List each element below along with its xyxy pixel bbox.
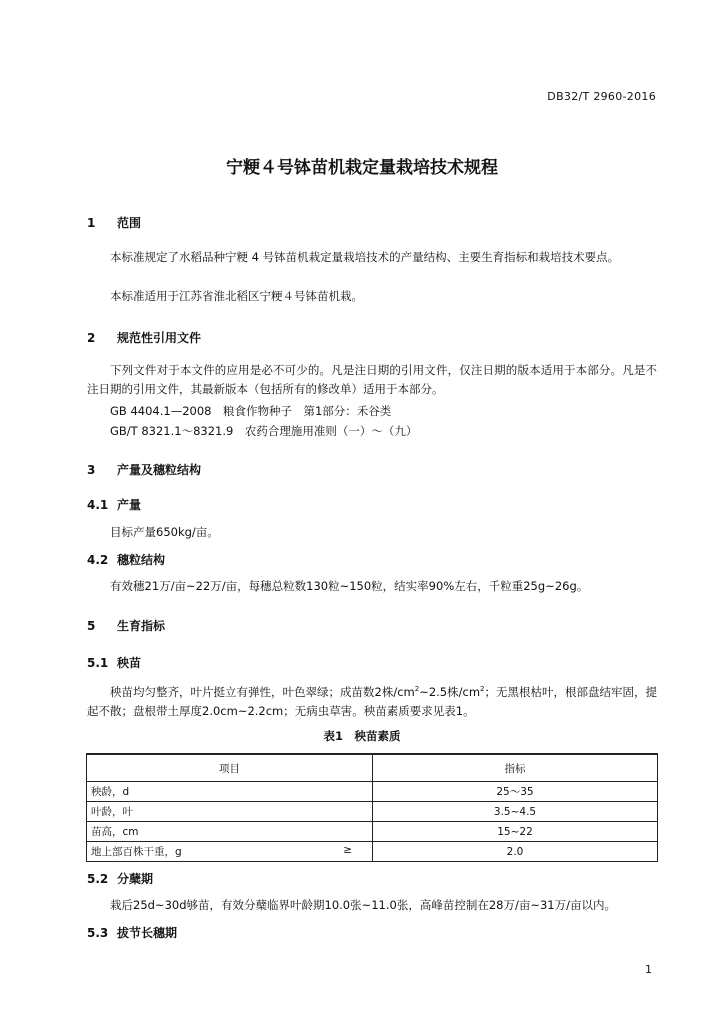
item-label: 地上部百株干重，g [91, 846, 182, 858]
section-1-paragraph-2: 本标准适用于江苏省淮北稻区宁粳４号钵苗机栽。 [110, 289, 363, 303]
document-title: 宁粳４号钵苗机栽定量栽培技术规程 [226, 158, 498, 178]
superscript: 2 [480, 685, 485, 693]
table-row [87, 782, 658, 802]
subsection-title: 穗粒结构 [117, 553, 166, 567]
superscript: 2 [414, 685, 420, 693]
table-cell-item [87, 822, 373, 842]
section-heading-3 [87, 461, 201, 478]
table-cell-value: 3.5~4.5 [373, 802, 658, 822]
subsection-title: 产量 [117, 498, 142, 512]
section-2-paragraph-1: 下列文件对于本文件的应用是必不可少的。凡是注日期的引用文件，仅注日期的版本适用于本部分。凡是不注日期的引用文件，其最新版本（包括所有的修改单）适用于本部分。 [87, 363, 657, 396]
table-cell-item [87, 802, 373, 822]
section-heading-5 [87, 617, 165, 634]
subsection-number: 5.1 [87, 656, 109, 670]
subsection-heading-5-2 [87, 870, 153, 887]
subsection-title: 秧苗 [117, 656, 142, 670]
section-heading-2 [87, 329, 201, 346]
reference-2: GB/T 8321.1～8321.9 农药合理施用准则（一）～（九） [110, 424, 418, 438]
table-row [87, 802, 658, 822]
text-part: ~2.5株/cm [419, 684, 481, 699]
table-cell-value: 25～35 [373, 782, 658, 802]
subsection-5-2-text: 栽后25d~30d够苗，有效分蘖临界叶龄期10.0张~11.0张，高峰苗控制在28万/亩~31万/亩以内。 [110, 898, 616, 912]
table-header-row [87, 754, 658, 782]
item-label: 叶龄，叶 [91, 806, 133, 818]
subsection-5-1-text [87, 680, 657, 721]
section-title: 生育指标 [117, 619, 166, 633]
subsection-4-1-text: 目标产量650kg/亩。 [110, 525, 219, 539]
section-title: 产量及穗粒结构 [117, 463, 202, 477]
subsection-heading-5-1 [87, 654, 141, 671]
section-title: 范围 [117, 216, 142, 230]
section-number: 5 [87, 619, 96, 633]
subsection-number: 5.2 [87, 872, 109, 886]
subsection-heading-5-3 [87, 924, 177, 941]
section-number: 2 [87, 331, 96, 345]
item-label: 秧龄，d [91, 786, 130, 798]
table-cell-item [87, 782, 373, 802]
table-header-value: 指标 [373, 754, 658, 782]
item-label: 苗高，cm [91, 826, 139, 838]
section-number: 1 [87, 216, 96, 230]
table-row [87, 822, 658, 842]
subsection-number: 5.3 [87, 926, 109, 940]
subsection-number: 4.2 [87, 553, 109, 567]
reference-1: GB 4404.1—2008 粮食作物种子 第1部分：禾谷类 [110, 404, 392, 418]
table-header-item: 项目 [87, 754, 373, 782]
subsection-title: 分蘖期 [117, 872, 154, 886]
subsection-title: 拔节长穗期 [117, 926, 178, 940]
text-part: ；无黑根枯叶，根部盘结牢固，提起不散；盘根带土厚度2.0cm~2.2cm；无病虫草害。秧苗素质要求见表1。 [87, 684, 658, 718]
subsection-heading-4-2 [87, 551, 165, 568]
page-number: 1 [645, 963, 652, 976]
subsection-number: 4.1 [87, 498, 109, 512]
subsection-heading-4-1 [87, 496, 141, 513]
table-cell-value: 2.0 [373, 842, 658, 862]
section-number: 3 [87, 463, 96, 477]
section-1-paragraph-1: 本标准规定了水稻品种宁粳 4 号钵苗机栽定量栽培技术的产量结构、主要生育指标和栽培技术要点。 [110, 250, 620, 264]
section-heading-1 [87, 214, 141, 231]
item-symbol: ≥ [343, 844, 352, 856]
seedling-quality-table [86, 753, 658, 862]
standard-code: DB32/T 2960-2016 [547, 90, 656, 103]
table-cell-item [87, 842, 373, 862]
table-row [87, 842, 658, 862]
section-title: 规范性引用文件 [117, 331, 202, 345]
subsection-4-2-text: 有效穗21万/亩~22万/亩，每穗总粒数130粒~150粒，结实率90%左右，千粒重25g~26g。 [110, 579, 589, 593]
table-cell-value: 15~22 [373, 822, 658, 842]
table-caption: 表1 秧苗素质 [323, 729, 401, 743]
text-part: 秧苗均匀整齐，叶片挺立有弹性，叶色翠绿；成苗数2株/cm [110, 684, 415, 699]
